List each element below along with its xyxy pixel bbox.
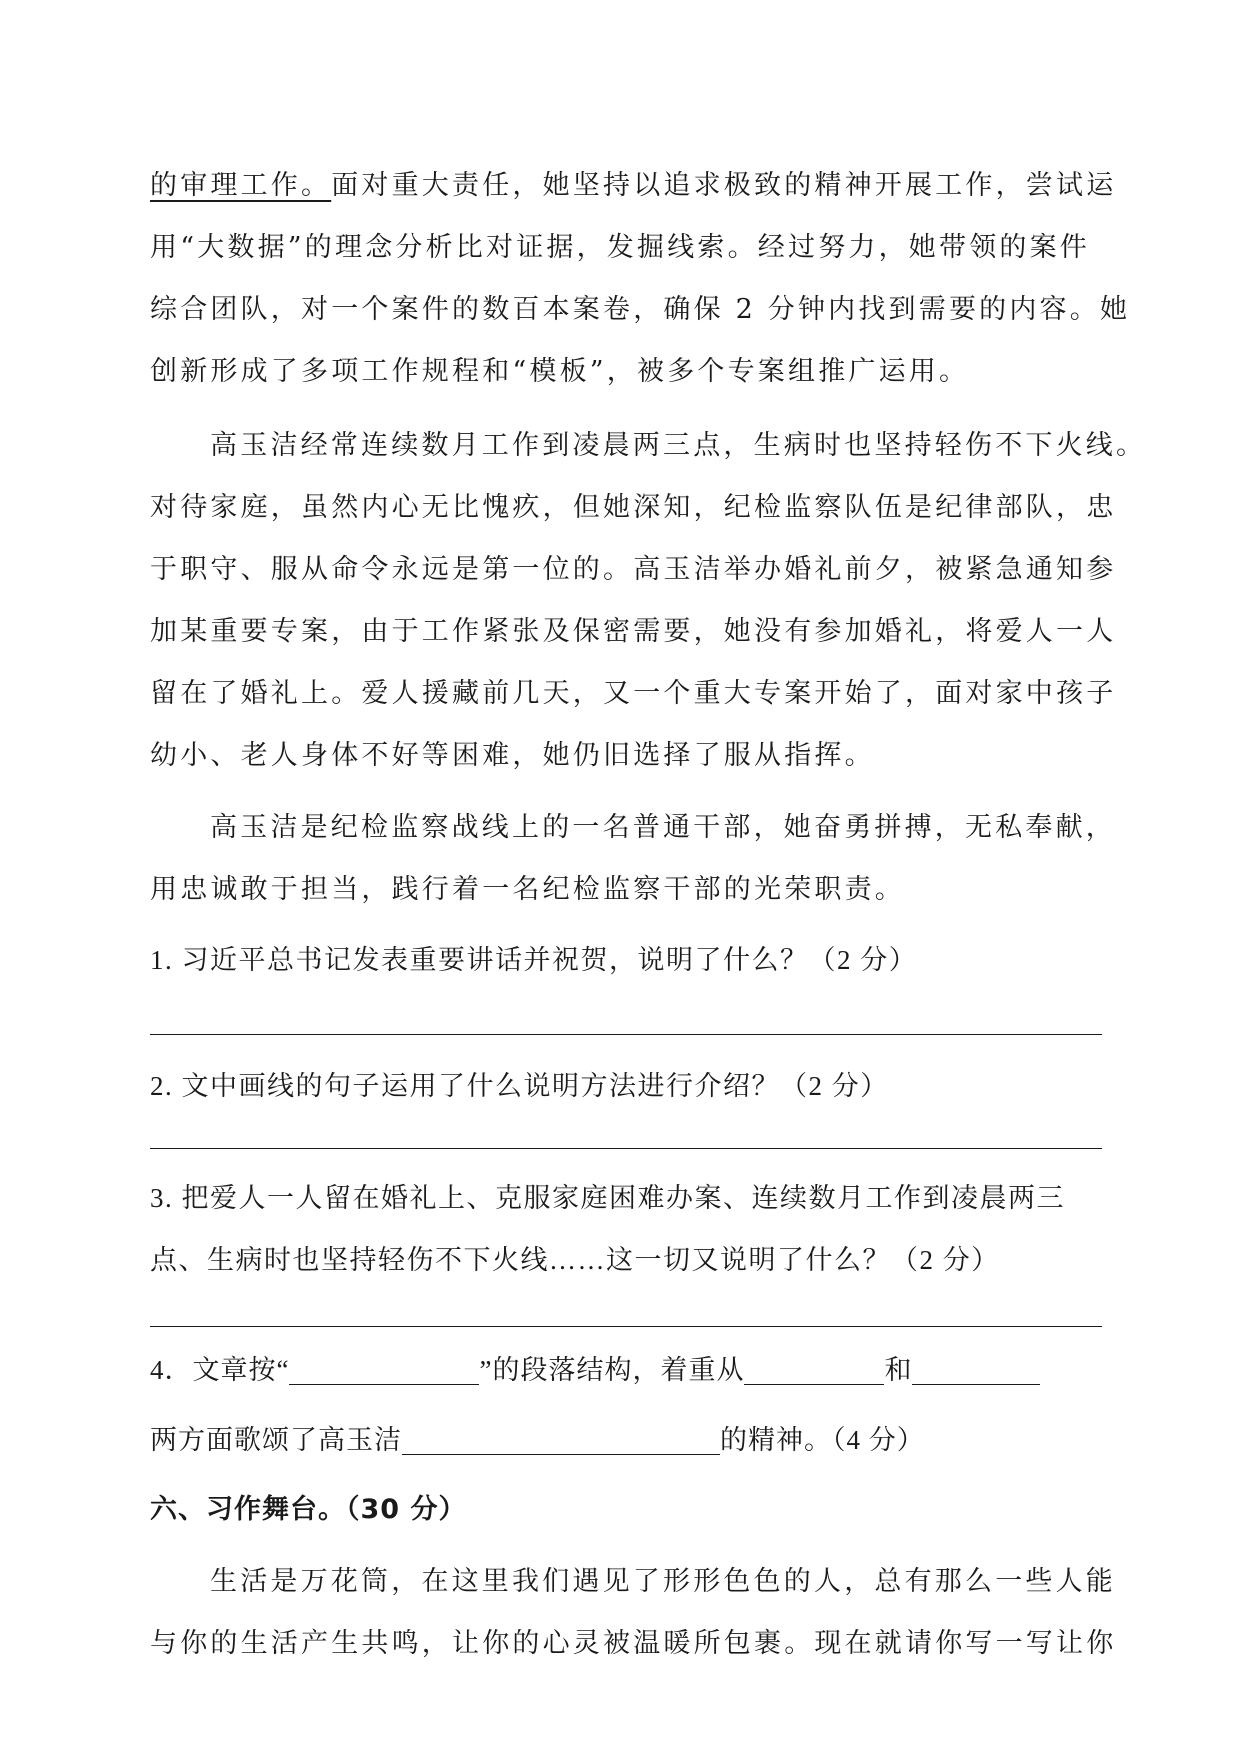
answer-line-1[interactable] xyxy=(150,1034,1102,1035)
question-3-continued: 点、生病时也坚持轻伤不下火线……这一切又说明了什么？（2 分） xyxy=(150,1245,1000,1275)
question-4-text: 的精神。（4 分） xyxy=(720,1425,925,1455)
prompt-line: 与你的生活产生共鸣，让你的心灵被温暖所包裹。现在就请你写一写让你 xyxy=(150,1628,1117,1659)
fill-blank-spirit[interactable] xyxy=(402,1424,720,1455)
fill-blank-aspect-1[interactable] xyxy=(744,1354,884,1385)
passage-line: 用忠诚敢于担当，践行着一名纪检监察干部的光荣职责。 xyxy=(150,874,905,905)
question-4-text: 和 xyxy=(884,1355,913,1385)
passage-line: 幼小、老人身体不好等困难，她仍旧选择了服从指挥。 xyxy=(150,740,875,771)
prompt-line: 生活是万花筒，在这里我们遇见了形形色色的人，总有那么一些人能 xyxy=(210,1566,1116,1597)
fill-blank-aspect-2[interactable] xyxy=(912,1354,1040,1385)
passage-text: 面对重大责任，她坚持以追求极致的精神开展工作，尝试运 xyxy=(331,170,1117,201)
underlined-sentence: 的审理工作。 xyxy=(150,170,332,201)
passage-line xyxy=(150,166,1117,206)
passage-line: 对待家庭，虽然内心无比愧疚，但她深知，纪检监察队伍是纪律部队，忠 xyxy=(150,492,1117,523)
answer-line-2[interactable] xyxy=(150,1148,1102,1149)
passage-line: 高玉洁是纪检监察战线上的一名普通干部，她奋勇拼搏，无私奉献， xyxy=(210,812,1116,843)
question-4-text: ”的段落结构，着重从 xyxy=(479,1355,745,1385)
question-1: 1. 习近平总书记发表重要讲话并祝贺，说明了什么？（2 分） xyxy=(150,945,918,975)
question-4 xyxy=(150,1350,1102,1390)
passage-line: 加某重要专案，由于工作紧张及保密需要，她没有参加婚礼，将爱人一人 xyxy=(150,616,1117,647)
question-2: 2. 文中画线的句子运用了什么说明方法进行介绍？（2 分） xyxy=(150,1071,889,1101)
question-4-text: 4．文章按“ xyxy=(150,1355,290,1385)
passage-line: 高玉洁经常连续数月工作到凌晨两三点，生病时也坚持轻伤不下火线。 xyxy=(210,430,1147,461)
passage-line: 于职守、服从命令永远是第一位的。高玉洁举办婚礼前夕，被紧急通知参 xyxy=(150,554,1117,585)
question-3: 3. 把爱人一人留在婚礼上、克服家庭困难办案、连续数月工作到凌晨两三 xyxy=(150,1183,1065,1213)
question-4-text: 两方面歌颂了高玉洁 xyxy=(150,1425,402,1455)
passage-line: 创新形成了多项工作规程和“模板”，被多个专案组推广运用。 xyxy=(150,356,970,387)
passage-line: 综合团队，对一个案件的数百本案卷，确保 2 分钟内找到需要的内容。她 xyxy=(150,294,1131,325)
passage-line: 留在了婚礼上。爱人援藏前几天，又一个重大专案开始了，面对家中孩子 xyxy=(150,678,1117,709)
fill-blank-structure[interactable] xyxy=(289,1354,479,1385)
answer-line-3[interactable] xyxy=(150,1326,1102,1327)
passage-line: 用“大数据”的理念分析比对证据，发掘线索。经过努力，她带领的案件 xyxy=(150,232,1091,263)
question-4-continued xyxy=(150,1420,1102,1460)
section-heading: 六、习作舞台。（30 分） xyxy=(150,1494,467,1525)
